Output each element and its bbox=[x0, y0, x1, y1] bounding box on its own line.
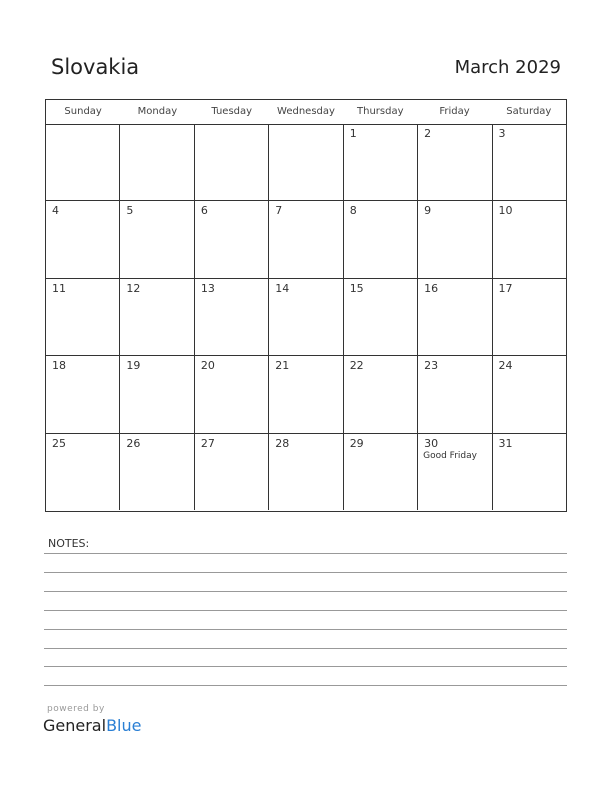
weekday-friday: Friday bbox=[439, 106, 470, 117]
day-number: 5 bbox=[126, 204, 134, 218]
day-cell[interactable] bbox=[120, 201, 194, 277]
day-cell[interactable] bbox=[493, 356, 566, 432]
notes-line bbox=[44, 629, 567, 630]
day-number: 23 bbox=[424, 359, 439, 373]
day-number: 21 bbox=[275, 359, 290, 373]
day-cell[interactable] bbox=[269, 124, 343, 200]
powered-by: powered by bbox=[47, 704, 105, 714]
day-number: 24 bbox=[498, 359, 513, 373]
day-cell[interactable] bbox=[46, 124, 120, 200]
day-number: 3 bbox=[498, 127, 506, 140]
notes-line bbox=[44, 648, 567, 649]
day-cell[interactable] bbox=[344, 201, 418, 277]
notes-line bbox=[44, 685, 567, 686]
day-number: 31 bbox=[498, 436, 513, 450]
month-title: March 2029 bbox=[454, 57, 561, 78]
day-number: 10 bbox=[498, 204, 513, 218]
notes-line bbox=[44, 553, 567, 554]
weekday-header bbox=[46, 100, 566, 125]
day-cell[interactable] bbox=[418, 279, 492, 355]
day-number: 27 bbox=[200, 436, 215, 450]
day-number: 30 bbox=[424, 436, 439, 450]
day-number: 15 bbox=[349, 281, 364, 295]
day-cell[interactable] bbox=[493, 279, 566, 355]
day-number: 26 bbox=[126, 436, 141, 450]
week-row bbox=[46, 279, 566, 356]
weekday-thursday: Thursday bbox=[357, 106, 404, 117]
day-cell[interactable] bbox=[120, 279, 194, 355]
day-cell[interactable] bbox=[344, 124, 418, 200]
day-cell[interactable] bbox=[120, 434, 194, 510]
holiday-label: Good Friday bbox=[423, 450, 477, 461]
weekday-wednesday: Wednesday bbox=[277, 106, 335, 117]
weekday-tuesday: Tuesday bbox=[211, 106, 253, 117]
day-cell[interactable] bbox=[46, 356, 120, 432]
notes-line bbox=[44, 610, 567, 611]
day-cell[interactable] bbox=[493, 201, 566, 277]
day-number: 12 bbox=[126, 281, 141, 295]
day-number: 29 bbox=[349, 436, 364, 450]
day-cell[interactable] bbox=[269, 434, 343, 510]
day-number: 13 bbox=[200, 281, 215, 295]
day-number: 19 bbox=[126, 359, 141, 373]
day-number: 18 bbox=[52, 359, 66, 373]
day-cell[interactable] bbox=[418, 356, 492, 432]
day-number: 16 bbox=[424, 281, 439, 295]
day-cell[interactable] bbox=[195, 279, 269, 355]
day-cell[interactable] bbox=[120, 124, 194, 200]
day-cell[interactable] bbox=[344, 279, 418, 355]
day-cell[interactable] bbox=[344, 356, 418, 432]
day-number: 28 bbox=[275, 436, 290, 450]
logo-blue: Blue bbox=[106, 716, 142, 735]
day-cell[interactable] bbox=[120, 356, 194, 432]
notes-label: NOTES: bbox=[48, 537, 90, 550]
day-cell[interactable] bbox=[418, 124, 492, 200]
day-number: 2 bbox=[424, 127, 432, 140]
day-number: 6 bbox=[200, 204, 208, 218]
day-number: 20 bbox=[200, 359, 215, 373]
day-cell[interactable] bbox=[46, 201, 120, 277]
day-cell[interactable] bbox=[195, 434, 269, 510]
weekday-sunday: Sunday bbox=[64, 106, 102, 117]
day-number: 25 bbox=[52, 436, 66, 450]
day-cell[interactable] bbox=[344, 434, 418, 510]
country-title: Slovakia bbox=[51, 55, 140, 79]
day-number: 14 bbox=[275, 281, 290, 295]
day-number: 9 bbox=[424, 204, 432, 218]
generalblue-logo bbox=[43, 716, 141, 735]
day-cell[interactable] bbox=[269, 279, 343, 355]
day-number: 1 bbox=[349, 127, 357, 140]
notes-line bbox=[44, 666, 567, 667]
calendar-grid bbox=[45, 99, 567, 512]
day-number: 11 bbox=[52, 281, 66, 295]
day-cell[interactable] bbox=[46, 279, 120, 355]
notes-line bbox=[44, 572, 567, 573]
week-row bbox=[46, 201, 566, 278]
week-row bbox=[46, 434, 566, 510]
day-number: 22 bbox=[349, 359, 364, 373]
day-cell[interactable] bbox=[195, 124, 269, 200]
week-row bbox=[46, 356, 566, 433]
day-cell[interactable] bbox=[195, 201, 269, 277]
day-cell[interactable] bbox=[493, 434, 566, 510]
day-number: 17 bbox=[498, 281, 513, 295]
day-cell[interactable] bbox=[418, 201, 492, 277]
day-cell[interactable] bbox=[418, 434, 492, 510]
day-number: 4 bbox=[52, 204, 59, 218]
day-cell[interactable] bbox=[493, 124, 566, 200]
day-number: 8 bbox=[349, 204, 357, 218]
day-cell[interactable] bbox=[195, 356, 269, 432]
day-number: 7 bbox=[275, 204, 283, 218]
notes-line bbox=[44, 591, 567, 592]
day-cell[interactable] bbox=[269, 356, 343, 432]
logo-general: General bbox=[43, 716, 107, 735]
week-row bbox=[46, 124, 566, 201]
weekday-monday: Monday bbox=[137, 106, 178, 117]
day-cell[interactable] bbox=[46, 434, 120, 510]
day-cell[interactable] bbox=[269, 201, 343, 277]
weekday-saturday: Saturday bbox=[506, 106, 552, 117]
